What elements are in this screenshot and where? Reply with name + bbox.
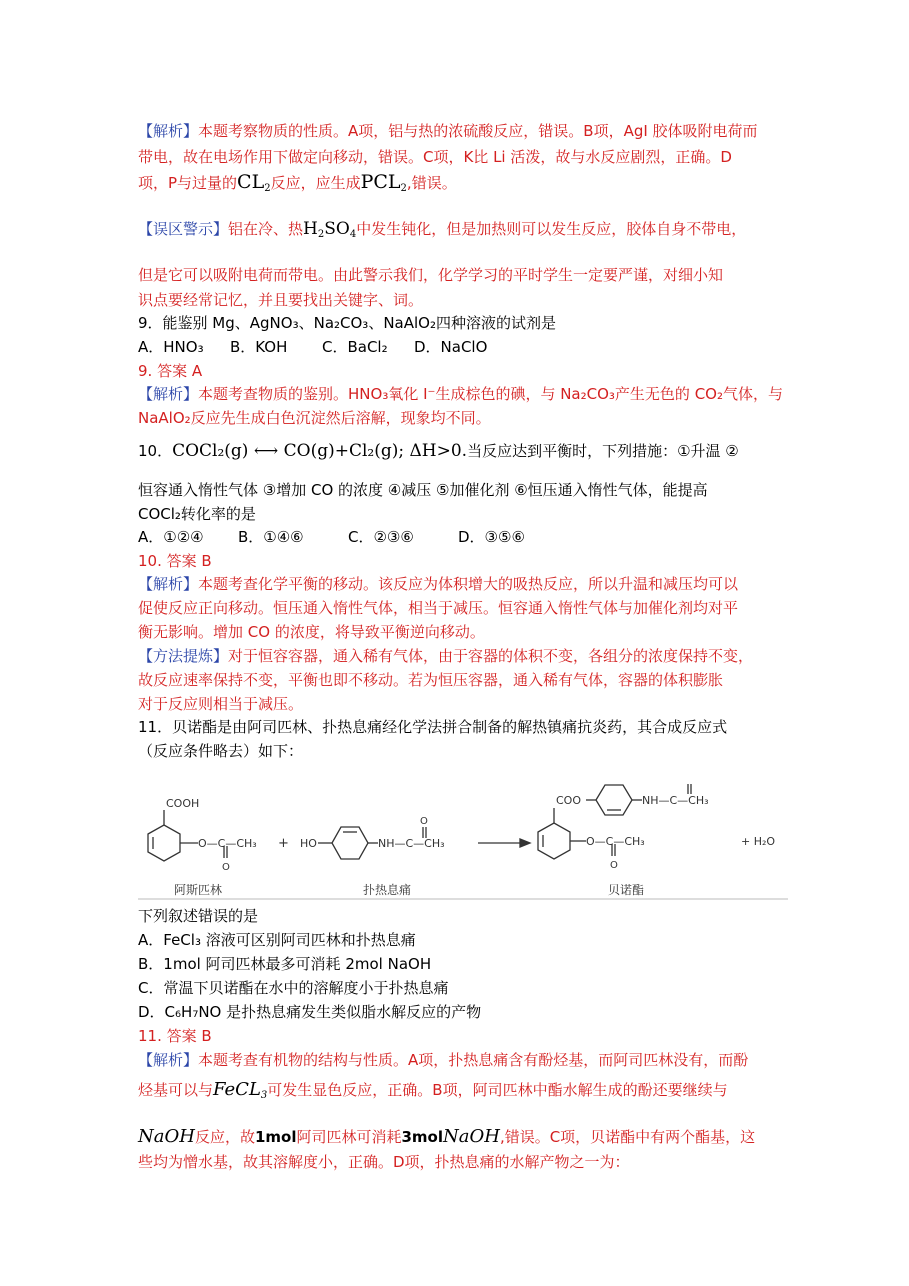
naoh-formula-2: NaOH [443, 1126, 500, 1147]
q10-option-d: D．③⑤⑥ [458, 528, 525, 546]
label-aspirin: 阿斯匹林 [174, 883, 223, 897]
q9-options [138, 337, 778, 357]
method-tag: 【方法提炼】 [138, 647, 229, 665]
q11-option-d: D．C₆H₇NO 是扑热息痛发生类似脂水解反应的产物 [138, 1003, 482, 1021]
q11-option-b: B．1mol 阿司匹林最多可消耗 2mol NaOH [138, 955, 432, 973]
label-benorilate: 贝诺酯 [608, 883, 645, 897]
q8-analysis-line-1: 【解析】本题考察物质的性质。A项，铝与热的浓硫酸反应，错误。B项，AgI 胶体吸附电荷而 [138, 122, 758, 140]
q10-equation: COCl₂(g) ⟷ CO(g)+Cl₂(g); ΔH>0. [172, 441, 468, 461]
warning-line-2: 但是它可以吸附电荷而带电。由此警示我们，化学学习的平时学生一定要严谨，对细小知 [138, 266, 724, 284]
q8-analysis-line-2: 带电，故在电场作用下做定向移动，错误。C项，K比 Li 活泼，故与水反应剧烈，正确。D [138, 148, 732, 166]
q11-stem-line-2: （反应条件略去）如下： [138, 742, 304, 760]
q10-option-b: B．①④⑥ [238, 528, 304, 546]
q11-analysis-line-4: 些均为憎水基，故其溶解度小，正确。D项，扑热息痛的水解产物之一为： [138, 1153, 630, 1171]
q10-method-line-2: 故反应速率保持不变，平衡也即不移动。若为恒压容器，通入稀有气体，容器的体积膨胀 [138, 671, 724, 689]
q10-analysis-line-1: 【解析】本题考查化学平衡的移动。该反应为体积增大的吸热反应，所以升温和减压均可以 [138, 575, 739, 593]
q11-analysis-line-3: NaOH反应，故1mol阿司匹林可消耗3molNaOH,错误。C项，贝诺酯中有两个酯基，这 [138, 1126, 756, 1147]
reaction-scheme-svg [138, 782, 788, 900]
warning-line-3: 识点要经常记忆，并且要找出关键字、词。 [138, 291, 424, 309]
q10-method-line-3: 对于反应则相当于减压。 [138, 695, 304, 713]
paracetamol-carbonyl-o: O [420, 816, 428, 827]
aspirin-carbonyl-o: O [222, 862, 230, 873]
q10-answer: 10. 答案 B [138, 552, 212, 570]
benorilate-carbonyl-o: O [610, 860, 618, 871]
fecl3-formula: FeCL$_3$ [213, 1079, 268, 1101]
benorilate-coo: COO [556, 794, 581, 807]
aspirin-cooh: COOH [166, 797, 200, 810]
aspirin-structure [148, 810, 227, 861]
reaction-scheme-figure [138, 782, 788, 900]
analysis-tag: 【解析】 [138, 1051, 199, 1069]
warning-tag: 【误区警示】 [138, 220, 229, 238]
benorilate-ester: O—C—CH₃ [586, 835, 645, 848]
q10-option-c: C．②③⑥ [348, 528, 414, 546]
q9-option-d: D．NaClO [414, 338, 488, 356]
warning-line-1: 【误区警示】铝在冷、热$H_2SO_4$中发生钝化，但是加热则可以发生反应，胶体自身不带电， [138, 219, 747, 240]
analysis-tag: 【解析】 [138, 385, 199, 403]
q10-option-a: A．①②④ [138, 528, 204, 546]
q9-stem: 9．能鉴别 Mg、AgNO₃、Na₂CO₃、NaAlO₂四种溶液的试剂是 [138, 314, 556, 332]
q10-options [138, 527, 778, 547]
reaction-arrow [478, 839, 530, 847]
q10-analysis-line-2: 促使反应正向移动。恒压通入惰性气体，相当于减压。恒容通入惰性气体与加催化剂均对平 [138, 599, 739, 617]
q9-option-a: A．HNO₃ [138, 338, 204, 356]
q10-method-line-1: 【方法提炼】对于恒容容器，通入稀有气体，由于容器的体积不变，各组分的浓度保持不变， [138, 647, 754, 665]
benorilate-amide: NH—C—CH₃ [642, 794, 709, 807]
q9-option-c: C．BaCl₂ [322, 338, 388, 356]
analysis-tag: 【解析】 [138, 575, 199, 593]
q10-stem-line-1: 10．COCl₂(g) ⟷ CO(g)+Cl₂(g); ΔH>0.当反应达到平衡时，下列措施：①升温 ② [138, 441, 739, 461]
q9-answer: 9. 答案 A [138, 362, 203, 380]
q11-option-a: A．FeCl₃ 溶液可区别阿司匹林和扑热息痛 [138, 931, 416, 949]
q9-analysis-line-2: NaAlO₂反应先生成白色沉淀然后溶解，现象均不同。 [138, 409, 491, 427]
label-paracetamol: 扑热息痛 [363, 883, 412, 897]
plus-sign: + [278, 836, 289, 851]
naoh-formula: NaOH [138, 1126, 195, 1147]
paracetamol-ho: HO [300, 837, 317, 850]
q11-answer: 11. 答案 B [138, 1027, 212, 1045]
q11-prompt: 下列叙述错误的是 [138, 907, 259, 925]
q9-option-b: B．KOH [230, 338, 288, 356]
q11-analysis-line-2: 烃基可以与FeCL$_3$可发生显色反应，正确。B项，阿司匹林中酯水解生成的酚还要继续与 [138, 1079, 728, 1101]
q10-stem-line-3: COCl₂转化率的是 [138, 505, 256, 523]
aspirin-ester: O—C—CH₃ [198, 837, 257, 850]
q8-analysis-line-3: 项，P与过量的$CL_2$反应，应生成$PCL_2$,错误。 [138, 171, 457, 194]
paracetamol-amide: NH—C—CH₃ [378, 837, 445, 850]
q11-stem-line-1: 11．贝诺酯是由阿司匹林、扑热息痛经化学法拼合制备的解热镇痛抗炎药，其合成反应式 [138, 718, 728, 736]
cl2-formula: $CL_2$ [237, 171, 271, 194]
q11-option-c: C．常温下贝诺酯在水中的溶解度小于扑热息痛 [138, 979, 449, 997]
h2so4-formula: $H_2SO_4$ [303, 219, 357, 240]
pcl2-formula: $PCL_2$ [360, 171, 407, 194]
water-product: + H₂O [741, 835, 776, 848]
q10-analysis-line-3: 衡无影响。增加 CO 的浓度，将导致平衡逆向移动。 [138, 623, 485, 641]
q10-number: 10． [138, 442, 173, 460]
analysis-tag: 【解析】 [138, 122, 199, 140]
q9-analysis-line-1: 【解析】本题考查物质的鉴别。HNO₃氧化 I⁻生成棕色的碘，与 Na₂CO₃产生无色的 CO₂气体，与 [138, 385, 783, 403]
q11-analysis-line-1: 【解析】本题考查有机物的结构与性质。A项，扑热息痛含有酚烃基，而阿司匹林没有，而酚 [138, 1051, 749, 1069]
q10-stem-line-2: 恒容通入惰性气体 ③增加 CO 的浓度 ④减压 ⑤加催化剂 ⑥恒压通入惰性气体，能提高 [138, 481, 708, 499]
